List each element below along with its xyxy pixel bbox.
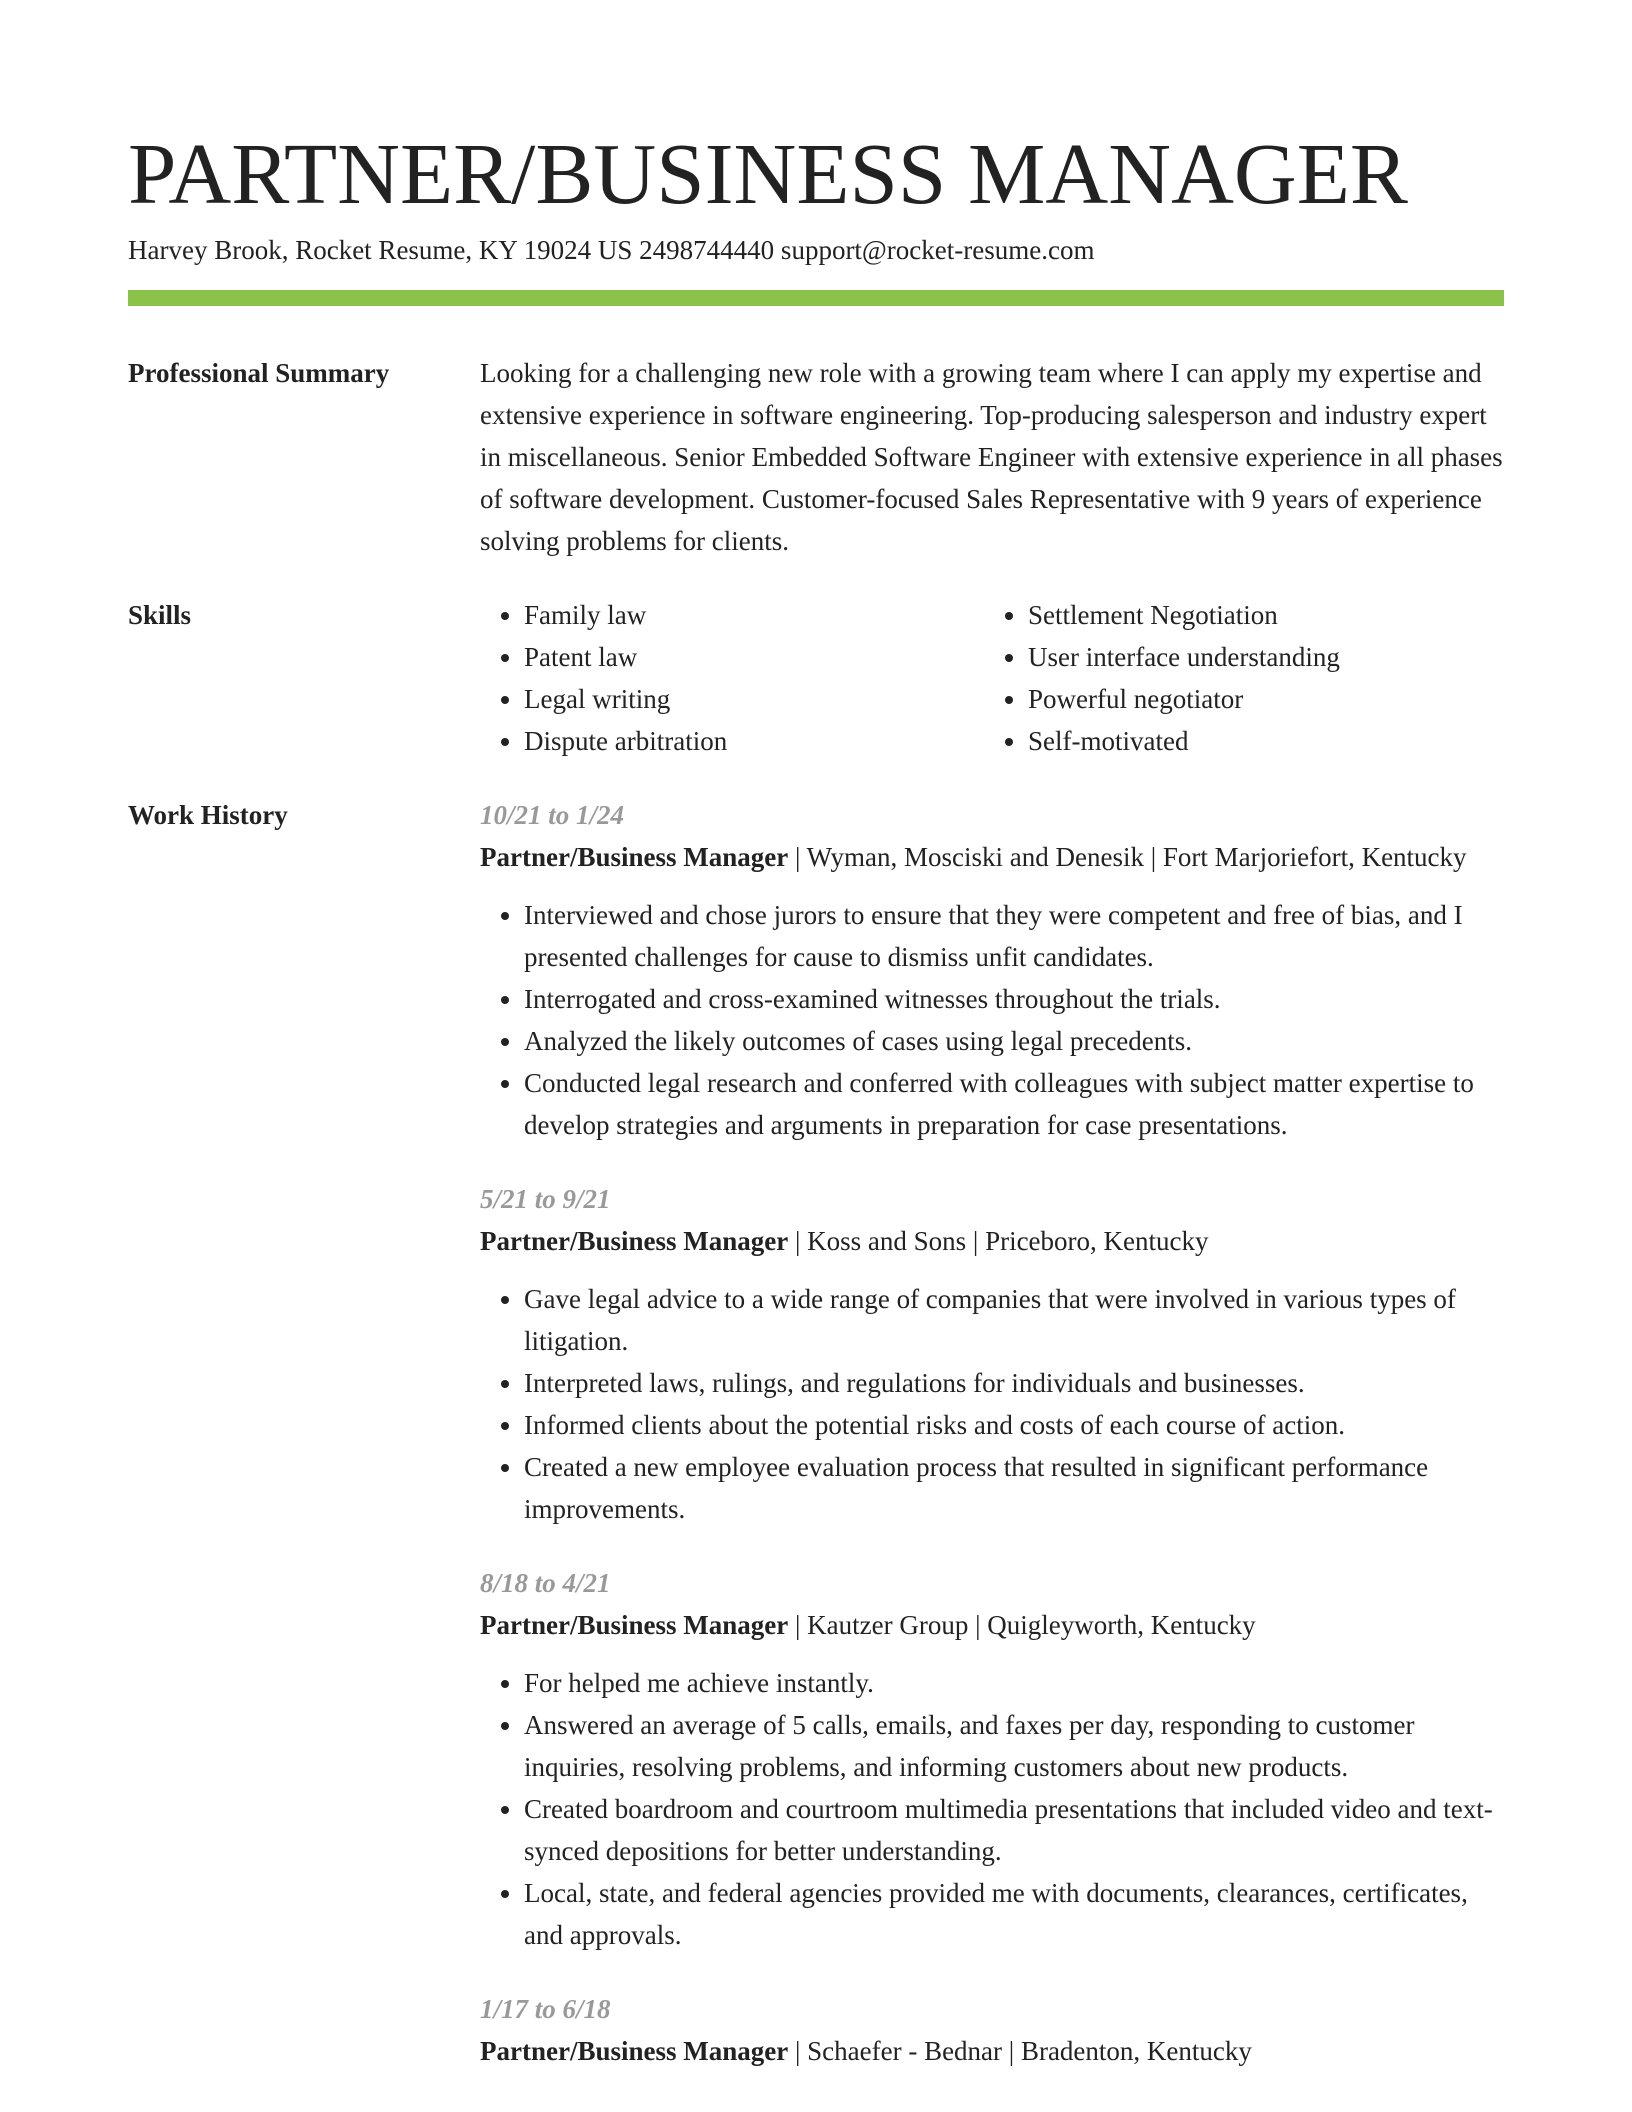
skill-item: • Dispute arbitration <box>524 720 984 762</box>
skills-label: Skills <box>128 600 192 630</box>
job-details: | Schaefer - Bednar | Bradenton, Kentucky <box>788 2036 1252 2066</box>
job-header <box>480 1604 1504 1646</box>
job-entry <box>480 1178 1504 1530</box>
work-history-label: Work History <box>128 800 288 830</box>
skills-list-right <box>984 594 1340 762</box>
job-bullet: • Answered an average of 5 calls, emails, and faxes per day, responding to customer inquiries, resolving problems, and informing customers about new products. <box>524 1704 1504 1788</box>
work-history-body <box>480 794 1504 2104</box>
job-bullet: • Analyzed the likely outcomes of cases using legal precedents. <box>524 1020 1504 1062</box>
skill-item: • Patent law <box>524 636 984 678</box>
skill-item: • Self-motivated <box>1028 720 1340 762</box>
job-header <box>480 2030 1504 2072</box>
job-bullets <box>480 1662 1504 1956</box>
skills-list-left <box>480 594 984 762</box>
job-header <box>480 1220 1504 1262</box>
job-bullet: • Informed clients about the potential risks and costs of each course of action. <box>524 1404 1504 1446</box>
job-bullet: • Conducted legal research and conferred with colleagues with subject matter expertise to develop strategies and arguments in preparation for case presentations. <box>524 1062 1504 1146</box>
job-bullet: • Interviewed and chose jurors to ensure that they were competent and free of bias, and I presented challenges for cause to dismiss unfit candidates. <box>524 894 1504 978</box>
summary-label: Professional Summary <box>128 358 390 388</box>
job-bullets <box>480 894 1504 1146</box>
job-details: | Wyman, Mosciski and Denesik | Fort Marjoriefort, Kentucky <box>788 842 1467 872</box>
skill-item: • User interface understanding <box>1028 636 1340 678</box>
job-bullet: • Created boardroom and courtroom multimedia presentations that included video and text-synced depositions for better understanding. <box>524 1788 1504 1872</box>
accent-divider <box>128 290 1504 306</box>
job-title: Partner/Business Manager <box>480 842 789 872</box>
job-dates: 5/21 to 9/21 <box>480 1184 611 1214</box>
skills-section <box>128 594 1504 762</box>
job-bullet: • Gave legal advice to a wide range of companies that were involved in various types of litigation. <box>524 1278 1504 1362</box>
job-entry <box>480 1988 1504 2072</box>
job-entry <box>480 794 1504 1146</box>
resume-page <box>128 124 1504 2104</box>
job-bullet: • Local, state, and federal agencies provided me with documents, clearances, certificates, and approvals. <box>524 1872 1504 1956</box>
job-bullets <box>480 1278 1504 1530</box>
job-entry <box>480 1562 1504 1956</box>
summary-text: Looking for a challenging new role with a growing team where I can apply my expertise and extensive experience in software engineering. Top-producing salesperson and industry expert in miscellaneous. Senior Embedded Software Engineer with extensive experience in all phases of software development. Customer-focused Sales Representative with 9 years of experience solving problems for clients. <box>480 358 1503 556</box>
job-bullet: • For helped me achieve instantly. <box>524 1662 1504 1704</box>
job-bullet: • Interrogated and cross-examined witnesses throughout the trials. <box>524 978 1504 1020</box>
work-history-section <box>128 794 1504 2104</box>
summary-section <box>128 352 1504 562</box>
skills-columns <box>480 594 1504 762</box>
skill-item: • Family law <box>524 594 984 636</box>
resume-name-title: PARTNER/BUSINESS MANAGER <box>128 125 1408 222</box>
job-title: Partner/Business Manager <box>480 2036 789 2066</box>
job-header <box>480 836 1504 878</box>
job-dates: 8/18 to 4/21 <box>480 1568 611 1598</box>
skill-item: • Powerful negotiator <box>1028 678 1340 720</box>
job-details: | Koss and Sons | Priceboro, Kentucky <box>788 1226 1209 1256</box>
skill-item: • Settlement Negotiation <box>1028 594 1340 636</box>
job-bullet: • Interpreted laws, rulings, and regulations for individuals and businesses. <box>524 1362 1504 1404</box>
job-bullet: • Created a new employee evaluation process that resulted in significant performance improvements. <box>524 1446 1504 1530</box>
contact-line: Harvey Brook, Rocket Resume, KY 19024 US 2498744440 support@rocket-resume.com <box>128 235 1095 265</box>
job-dates: 10/21 to 1/24 <box>480 800 625 830</box>
job-title: Partner/Business Manager <box>480 1610 789 1640</box>
job-title: Partner/Business Manager <box>480 1226 789 1256</box>
job-details: | Kautzer Group | Quigleyworth, Kentucky <box>788 1610 1256 1640</box>
job-dates: 1/17 to 6/18 <box>480 1994 611 2024</box>
skill-item: • Legal writing <box>524 678 984 720</box>
